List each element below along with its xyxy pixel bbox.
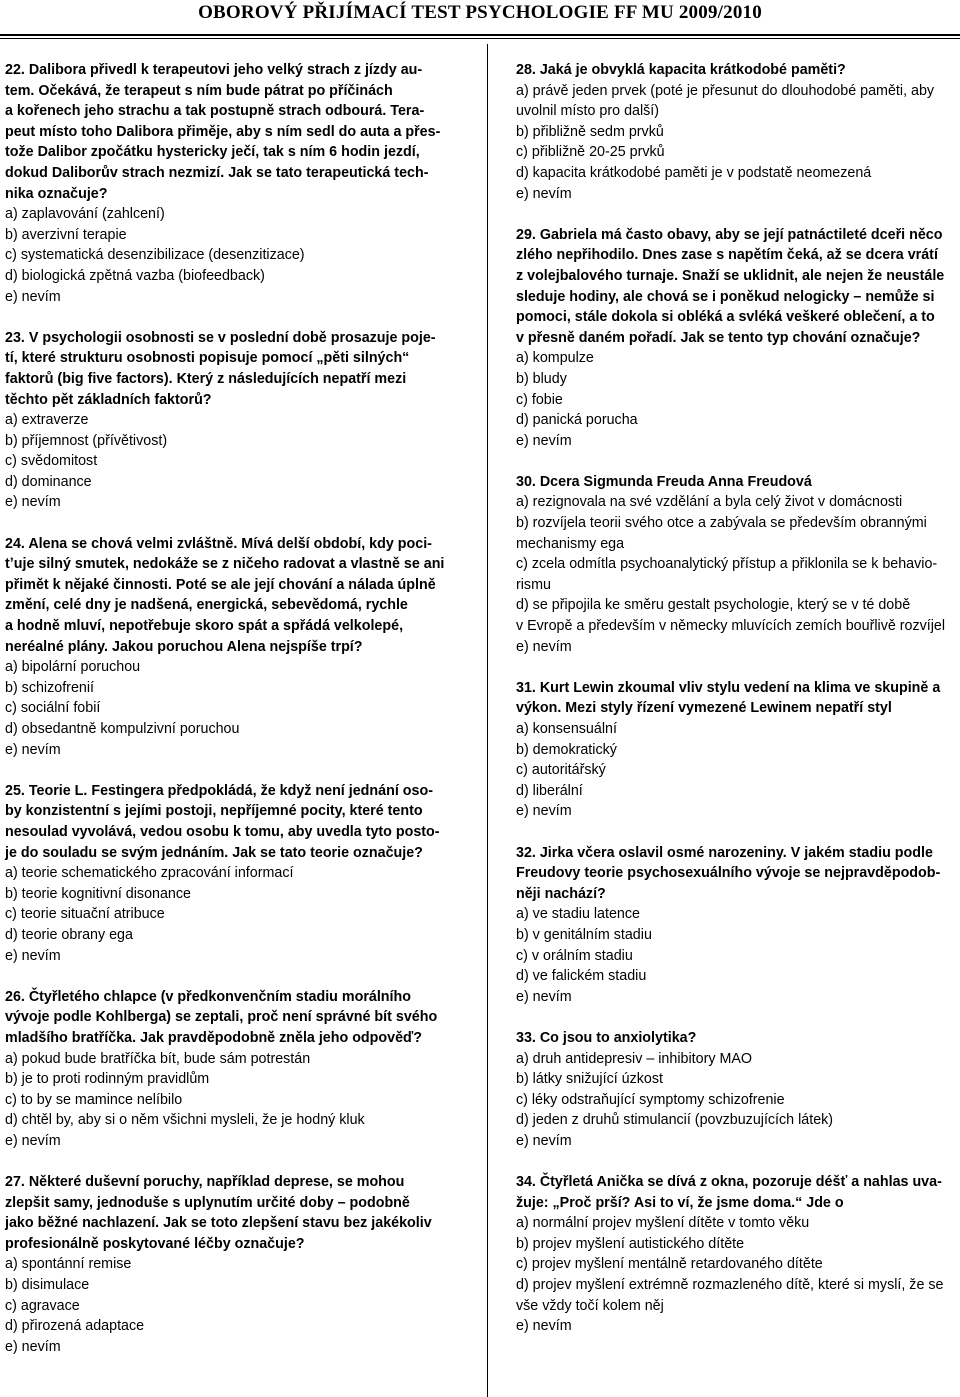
answer-option: c) sociální fobií [5, 700, 101, 717]
answer-option: d) chtěl by, aby si o něm všichni mysleli, že je hodný kluk [5, 1112, 365, 1129]
question-block [5, 781, 457, 966]
question-block [516, 60, 958, 204]
answer-option: c) svědomitost [5, 453, 98, 470]
right-column [516, 60, 958, 1357]
answer-option: a) normální projev myšlení dítěte v tomto věku [516, 1215, 810, 1232]
answer-option: b) rozvíjela teorii svého otce a zabývala se především obrannými mechanismy ega [516, 515, 927, 552]
answer-option: c) přibližně 20-25 prvků [516, 144, 665, 161]
answer-option: c) zcela odmítla psychoanalytický přístup a přiklonila se k behavio- rismu [516, 556, 938, 593]
answer-option: d) kapacita krátkodobé paměti je v podstatě neomezená [516, 164, 872, 181]
answer-option: e) nevím [516, 988, 572, 1005]
answer-option: d) ve falickém stadiu [516, 968, 647, 985]
answer-option: c) systematická desenzibilizace (desenzitizace) [5, 247, 305, 264]
answer-option: d) biologická zpětná vazba (biofeedback) [5, 267, 265, 284]
answer-option: b) demokratický [516, 741, 617, 758]
answer-option: a) extraverze [5, 412, 89, 429]
answer-option: e) nevím [516, 1132, 572, 1149]
question-text: 32. Jirka včera oslavil osmé narozeniny. V jakém stadiu podle Freudovy teorie psychosexuálního vývoje se nejpravděpodob- něji nachází? [516, 844, 941, 902]
question-block [516, 678, 958, 822]
question-text: 27. Některé duševní poruchy, například deprese, se mohou zlepšit samy, jednoduše s uplynutím určité doby – podobně jako běžné nachlazení. Jak se toto zlepšení stavu bez jakékoliv profesionálně poskytované léčby označuje? [5, 1174, 432, 1252]
answer-option: b) projev myšlení autistického dítěte [516, 1235, 745, 1252]
answer-option: b) teorie kognitivní disonance [5, 885, 191, 902]
answer-option: e) nevím [516, 803, 572, 820]
question-block [516, 225, 958, 452]
answer-option: a) konsensuální [516, 721, 617, 737]
question-text: 25. Teorie L. Festingera předpokládá, že když není jednání oso- by konzistentní s jejími postoji, nepříjemné pocity, které tento nesoulad vyvolává, vedou osobu k tomu, aby uvedla tyto posto- je do souladu se svým jednáním. Jak se tato teorie označuje? [5, 782, 440, 861]
question-text: 23. V psychologii osobnosti se v poslední době prosazuje poje- tí, které strukturu osobnosti popisuje pomocí „pěti silných“ faktorů (big five factors). Který z následujících nepatří mezi těchto pět základních faktorů? [5, 329, 436, 408]
question-block [5, 987, 457, 1152]
answer-option: d) panická porucha [516, 412, 638, 429]
column-divider [487, 44, 488, 1397]
answer-option: c) v orálním stadiu [516, 947, 633, 964]
answer-option: d) obsedantně kompulzivní poruchou [5, 721, 240, 737]
question-text: 34. Čtyřletá Anička se dívá z okna, pozoruje déšť a nahlas uva- žuje: „Proč prší? Asi to ví, že jsme doma.“ Jde o [516, 1174, 942, 1211]
question-text: 31. Kurt Lewin zkoumal vliv stylu vedení na klima ve skupině a výkon. Mezi styly řízení vymezené Lewinem nepatří styl [516, 679, 941, 717]
answer-option: c) projev myšlení mentálně retardovaného dítěte [516, 1256, 823, 1273]
answer-option: b) disimulace [5, 1277, 90, 1294]
answer-option: e) nevím [516, 1318, 572, 1335]
page-header-title: OBOROVÝ PŘIJÍMACÍ TEST PSYCHOLOGIE FF MU 2009/2010 [198, 2, 762, 23]
answer-option: e) nevím [516, 638, 572, 655]
answer-option: d) projev myšlení extrémně rozmazleného dítě, které si myslí, že se vše vždy točí kolem něj [516, 1277, 944, 1314]
question-block [516, 472, 958, 657]
answer-option: e) nevím [5, 494, 61, 511]
question-text: 24. Alena se chová velmi zvláštně. Mívá delší období, kdy poci- tʼuje silný smutek, nedokáže se z ničeho radovat a vlastně se ani přimět k nějaké činnosti. Poté se ale její chování a nálada úplně změní, celé dny je nadšená, energická, sebevědomá, rychle a hodně mluví, nepotřebuje skoro spát a spřádá velkolepé, neréalné plány. Jakou poruchou Alena nejspíše trpí? [5, 535, 445, 655]
question-block [516, 1028, 958, 1152]
answer-option: c) léky odstraňující symptomy schizofrenie [516, 1091, 785, 1108]
answer-option: a) pokud bude bratříčka bít, bude sám potrestán [5, 1050, 311, 1067]
answer-option: b) příjemnost (přívětivost) [5, 432, 168, 449]
question-block [5, 534, 457, 761]
left-column [5, 60, 457, 1378]
answer-option: d) přirozená adaptace [5, 1318, 145, 1335]
answer-option: a) rezignovala na své vzdělání a byla celý život v domácnosti [516, 494, 903, 511]
answer-option: c) teorie situační atribuce [5, 906, 165, 923]
header-rule [0, 34, 960, 36]
answer-option: d) teorie obrany ega [5, 926, 133, 943]
answer-option: a) druh antidepresiv – inhibitory MAO [516, 1050, 753, 1067]
question-block [5, 60, 457, 307]
question-text: 26. Čtyřletého chlapce (v předkonvenčním stadiu morálního vývoje podle Kohlberga) se zeptali, proč není správné bít svého mladšího bratříčka. Jak pravděpodobně zněla jeho odpověď? [5, 988, 438, 1046]
question-block [5, 1172, 457, 1357]
answer-option: e) nevím [5, 1338, 61, 1355]
question-text: 22. Dalibora přivedl k terapeutovi jeho velký strach z jízdy au- tem. Očekává, že terapeut s ním bude pátrat po příčinách a kořenech jeho strachu a tak postupně strach odbourá. Tera- peut místo toho Dalibora přiměje, aby s ním sedl do auta a přes- tože Dalibor zpočátku hystericky ječí, tak s ním 6 hodin jezdí, dokud Daliborův strach nezmizí. Jak se tato terapeutická tech- nika označuje? [5, 62, 441, 202]
answer-option: d) jeden z druhů stimulancií (povzbuzujících látek) [516, 1112, 834, 1129]
answer-option: c) to by se mamince nelíbilo [5, 1091, 183, 1108]
answer-option: b) přibližně sedm prvků [516, 123, 664, 140]
answer-option: b) je to proti rodinným pravidlům [5, 1071, 210, 1088]
answer-option: a) teorie schematického zpracování informací [5, 865, 294, 882]
answer-option: a) právě jeden prvek (poté je přesunut do dlouhodobé paměti, aby uvolnil místo pro další) [516, 82, 935, 120]
answer-option: b) v genitálním stadiu [516, 926, 652, 943]
answer-option: a) kompulze [516, 350, 594, 367]
answer-option: a) ve stadiu latence [516, 906, 640, 923]
question-text: 28. Jaká je obvyklá kapacita krátkodobé paměti? [516, 62, 846, 78]
question-block [516, 843, 958, 1008]
answer-option: a) spontánní remise [5, 1256, 132, 1273]
answer-option: a) bipolární poruchou [5, 659, 141, 676]
header-rule-thin [0, 38, 960, 39]
answer-option: d) liberální [516, 782, 583, 799]
question-block [516, 1172, 958, 1337]
answer-option: e) nevím [516, 185, 572, 202]
question-text: 33. Co jsou to anxiolytika? [516, 1029, 697, 1046]
answer-option: d) se připojila ke směru gestalt psychologie, který se v té době v Evropě a především v německy mluvících zemích bouřlivě rozvíjel [516, 597, 946, 635]
answer-option: e) nevím [5, 1132, 61, 1149]
answer-option: c) agravace [5, 1297, 80, 1314]
question-text: 30. Dcera Sigmunda Freuda Anna Freudová [516, 473, 812, 490]
answer-option: e) nevím [5, 947, 61, 964]
answer-option: b) schizofrenií [5, 679, 94, 696]
question-block [5, 328, 457, 513]
question-text: 29. Gabriela má často obavy, aby se její patnáctileté dceři něco zlého nepřihodilo. Dnes zase s napětím čeká, až se dcera vrátí z volejbalového turnaje. Snaží se uklidnit, ale nejen že neustále sleduje hodiny, ale chová se i poněkud nelogicky – nemůže si pomoci, stále dokola si obléká a svléká veškeré oblečení, a to v přesně daném pořadí. Jak se tento typ chování označuje? [516, 226, 945, 346]
answer-option: e) nevím [516, 432, 572, 449]
answer-option: e) nevím [5, 288, 61, 305]
answer-option: e) nevím [5, 741, 61, 758]
answer-option: d) dominance [5, 473, 92, 490]
answer-option: b) látky snižující úzkost [516, 1071, 663, 1088]
answer-option: b) bludy [516, 370, 567, 387]
answer-option: a) zaplavování (zahlcení) [5, 206, 165, 223]
answer-option: c) fobie [516, 391, 563, 408]
answer-option: c) autoritářský [516, 762, 606, 779]
answer-option: b) averzivní terapie [5, 226, 127, 243]
